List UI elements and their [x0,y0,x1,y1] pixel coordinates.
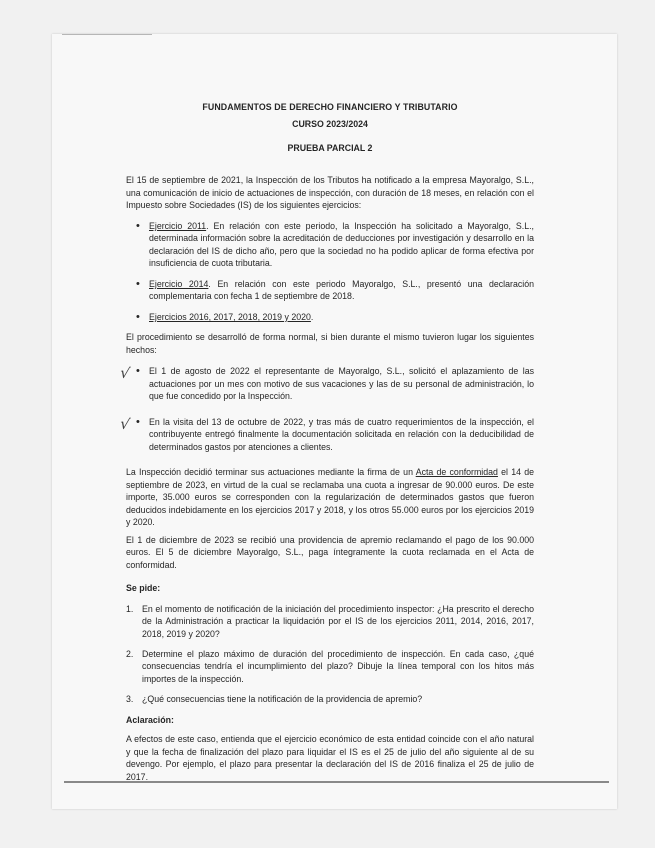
document-content [118,101,535,783]
question-number: 3. [126,694,134,705]
case-intro: El 15 de septiembre de 2021, la Inspección de los Tributos ha notificado a la empresa Mayoralgo, S.L., una comunicación de inicio de actuaciones de inspección, con duración de 18 meses, en relación con el Impuesto sobre Sociedades (IS) de los siguientes ejercicios: [126,175,534,211]
list-item-year-2014 [149,278,534,303]
year-label: Ejercicio 2014 [149,278,209,289]
question-number: 1. [126,603,134,614]
procedure-intro: El procedimiento se desarrolló de forma normal, si bien durante el mismo tuvieron lugar los siguientes hechos: [126,332,534,355]
list-item-fact-2 [118,414,534,453]
procedure-facts-list [118,363,534,453]
document-title: FUNDAMENTOS DE DERECHO FINANCIERO Y TRIBUTARIO [202,102,458,112]
fact-text: En la visita del 13 de octubre de 2022, y tras más de cuatro requerimientos de la inspección, el contribuyente entregó finalmente la documentación solicitada en relación con la deducibilidad de determinados gastos por atenciones a clientes. [149,416,534,452]
list-item-question-2 [126,648,534,685]
exam-title: PRUEBA PARCIAL 2 [287,142,373,153]
list-item-fact-1 [118,363,534,402]
year-text: . En relación con este periodo Mayoralgo, S.L., presentó una declaración complementaria con fecha 1 de septiembre de 2018. [149,278,534,302]
list-item-years-2016-2020 [149,311,534,323]
fact-text: El 1 de agosto de 2022 el representante de Mayoralgo, S.L., solicitó el aplazamiento de las actuaciones por un mes con motivo de sus vacaciones y las de su personal de administración, lo que fue concedido por la Inspección. [149,366,534,402]
questions-heading: Se pide: [126,583,161,594]
scan-artifact-top [62,34,152,35]
conclusion-before: La Inspección decidió terminar sus actuaciones mediante la firma de un [126,467,416,478]
list-item-year-2011 [149,220,534,270]
handwritten-check-icon: • √ [118,414,132,434]
list-item-question-1 [126,603,534,640]
document-header [126,101,534,154]
year-text: . [310,311,314,322]
list-item-question-3 [126,693,534,705]
year-label: Ejercicios 2016, 2017, 2018, 2019 y 2020 [149,311,311,322]
inspected-years-list [126,220,534,323]
year-label: Ejercicio 2011 [149,220,207,231]
question-number: 2. [126,648,134,659]
clarification-text: A efectos de este caso, entienda que el ejercicio económico de esta entidad coincide con el año natural y que la fecha de finalización del plazo para liquidar el IS es el 25 de julio del año siguiente al de su devengo. Por ejemplo, el plazo para presentar la declaración del IS de 2016 finaliza el 25 de julio de 2017. [126,734,534,782]
question-text: ¿Qué consecuencias tiene la notificación de la providencia de apremio? [142,694,423,705]
question-text: En el momento de notificación de la iniciación del procedimiento inspector: ¿Ha prescrito el derecho de la Administración a practicar la liquidación por el IS de los ejercicios 2011, 2014, 2016, 2017, 2018, 2019 y 2020? [142,603,534,639]
handwritten-check-icon: • √ [118,363,132,383]
acta-conformidad-term: Acta de conformidad [415,467,498,478]
inspection-conclusion [126,466,534,528]
year-text: . En relación con este periodo, la Inspección ha solicitado a Mayoralgo, S.L., determinada información sobre la acreditación de deducciones por investigación y desarrollo en la declaración del IS de dicho año, pero que la sociedad no ha podido aplicar de forma efectiva por insuficiencia de cuota tributaria. [149,220,534,269]
question-text: Determine el plazo máximo de duración del procedimiento de inspección. En cada caso, ¿qué consecuencias tendría el incumplimiento del plazo? Dibuje la línea temporal con los hitos más importes de la inspección. [142,648,534,684]
course-label: CURSO 2023/2024 [292,119,368,130]
questions-list [126,603,534,706]
providencia-paragraph: El 1 de diciembre de 2023 se recibió una providencia de apremio reclamando el pago de los 90.000 euros. El 5 de diciembre Mayoralgo, S.L., paga íntegramente la cuota reclamada en el Acta de conformidad. [126,534,534,570]
conclusion-after: el 14 de septiembre de 2023, en virtud de la cual se reclamaba una cuota a ingresar de 90.000 euros. De este importe, 35.000 euros se corresponden con la regularización de determinados gastos que fueron deducidos indebidamente en los ejercicios 2017 y 2018, y los otros 55.000 euros por los ejercicios 2019 y 2020. [126,467,535,528]
clarification-heading: Aclaración: [126,714,174,725]
